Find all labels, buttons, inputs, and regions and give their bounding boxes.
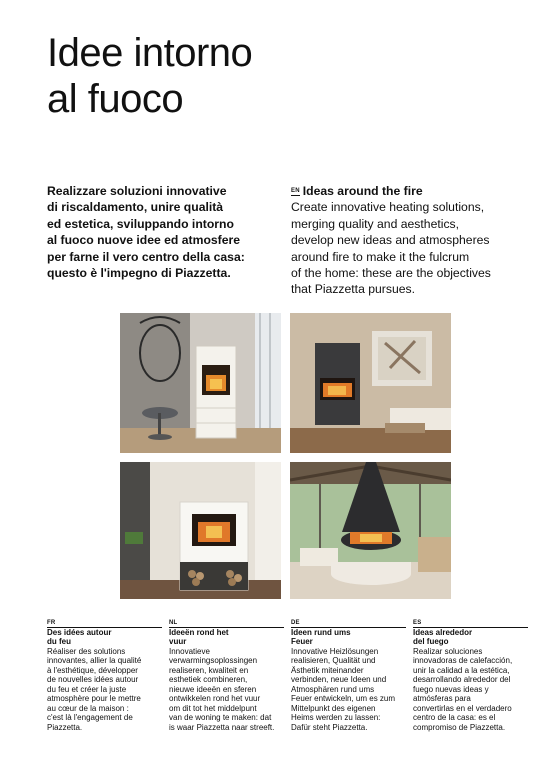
intro-english xyxy=(291,183,521,298)
intro-it-line: Realizzare soluzioni innovative xyxy=(47,184,227,198)
column-heading xyxy=(291,620,409,647)
body-line: de nouvelles idées autour xyxy=(47,675,139,684)
intro-italian xyxy=(47,183,269,281)
body-line: fuego nuevas ideas y xyxy=(413,684,489,694)
heading-line-1 xyxy=(169,620,287,637)
heading-line-1 xyxy=(413,620,531,637)
photo-hanging-fireplace xyxy=(290,462,451,599)
heading-line-2: Feuer xyxy=(291,637,313,646)
intro-en-line: develop new ideas and atmospheres xyxy=(291,233,490,248)
language-tag: ES xyxy=(413,620,528,628)
body-line: Dafür steht Piazzetta. xyxy=(291,722,368,732)
intro-it-line: al fuoco nuove idee ed atmosfere xyxy=(47,233,241,248)
body-line: innovadoras de calefacción, xyxy=(413,656,513,665)
intro-en-line: Create innovative heating solutions, xyxy=(291,200,485,215)
title-line-2: al fuoco xyxy=(47,77,184,121)
language-tag: DE xyxy=(291,620,406,628)
body-line: convertirlas en el verdadero xyxy=(413,703,512,713)
intro-it-line: di riscaldamento, unire qualità xyxy=(47,200,224,215)
intro-en-line: that Piazzetta pursues. xyxy=(291,282,415,297)
photo-dark-stove xyxy=(290,313,451,453)
page-title xyxy=(47,30,252,122)
heading-line-2: du feu xyxy=(47,637,71,646)
body-line: Piazzetta. xyxy=(47,722,83,732)
intro-en-line: of the home: these are the objectives xyxy=(291,266,491,281)
text-column-spanish xyxy=(413,620,531,732)
body-line: à l'esthétique, développer xyxy=(47,665,138,675)
heading-line-1 xyxy=(47,620,165,637)
body-line: nieuwe ideeën en sferen xyxy=(169,684,257,694)
text-column-german xyxy=(291,620,409,732)
body-line: du feu et créer la juste xyxy=(47,684,127,694)
heading-text: Ideas alrededor xyxy=(413,627,473,637)
heading-text: Ideen rund ums xyxy=(291,627,351,637)
intro-en-line: merging quality and aesthetics, xyxy=(291,216,460,231)
language-tag: FR xyxy=(47,620,162,628)
photo-white-stove xyxy=(120,313,281,453)
heading-line-1 xyxy=(291,620,409,637)
body-line: atmósferas para xyxy=(413,694,471,703)
body-line: realiseren, kwaliteit en xyxy=(169,665,249,675)
body-line: Réaliser des solutions xyxy=(47,646,126,656)
language-tag: EN xyxy=(291,188,300,194)
photo-white-box-stove xyxy=(120,462,281,599)
body-line: Mittelpunkt des eigenen xyxy=(291,703,376,713)
intro-it-line: ed estetica, sviluppando intorno xyxy=(47,216,234,231)
column-heading xyxy=(47,620,165,647)
text-column-french xyxy=(47,620,165,732)
body-line: c'est là l'engagement de xyxy=(47,713,133,722)
body-line: verbinden, neue Ideen und xyxy=(291,675,387,684)
title-line-1: Idee intorno xyxy=(47,31,253,75)
intro-it-line: questo è l'impegno di Piazzetta. xyxy=(47,266,231,281)
body-line: realisieren, Qualität und xyxy=(291,656,376,665)
intro-en-heading xyxy=(291,183,521,199)
column-body xyxy=(169,647,287,733)
body-line: Innovatieve xyxy=(169,646,210,656)
body-line: Heims werden zu lassen: xyxy=(291,713,381,722)
intro-it-line: per farne il vero centro della casa: xyxy=(47,249,245,264)
column-body xyxy=(47,647,165,733)
heading-line-2: vuur xyxy=(169,637,187,646)
body-line: verwarmingsoplossingen xyxy=(169,656,258,665)
body-line: Innovative Heizlösungen xyxy=(291,646,379,656)
heading-line-2: del fuego xyxy=(413,637,449,646)
column-heading xyxy=(413,620,531,647)
body-line: esthetiek combineren, xyxy=(169,675,248,684)
body-line: ontwikkelen rond het vuur xyxy=(169,694,261,703)
intro-en-line: around fire to make it the fulcrum xyxy=(291,249,470,264)
body-line: unir la calidad a la estética, xyxy=(413,665,510,675)
body-line: van de woning te maken: dat xyxy=(169,713,272,722)
body-line: atmosphère pour le mettre xyxy=(47,694,141,703)
body-line: innovantes, allier la qualité xyxy=(47,656,142,665)
column-body xyxy=(291,647,409,733)
body-line: om dit tot het middelpunt xyxy=(169,703,257,713)
body-line: au cœur de la maison : xyxy=(47,703,129,713)
intro-en-heading-text: Ideas around the fire xyxy=(302,184,423,198)
language-tag: NL xyxy=(169,620,284,628)
body-line: Feuer entwickeln, um es zum xyxy=(291,694,396,703)
body-line: Realizar soluciones xyxy=(413,646,483,656)
column-body xyxy=(413,647,531,733)
heading-text: Des idées autour xyxy=(47,627,112,637)
body-line: compromiso de Piazzetta. xyxy=(413,722,506,732)
heading-text: Ideeën rond het xyxy=(169,627,229,637)
body-line: Ästhetik miteinander xyxy=(291,665,364,675)
body-line: desarrollando alrededor del xyxy=(413,675,511,684)
text-column-dutch xyxy=(169,620,287,732)
body-line: is waar Piazzetta naar streeft. xyxy=(169,722,275,732)
column-heading xyxy=(169,620,287,647)
body-line: centro de la casa: es el xyxy=(413,713,496,722)
body-line: Atmosphären rund ums xyxy=(291,684,375,694)
